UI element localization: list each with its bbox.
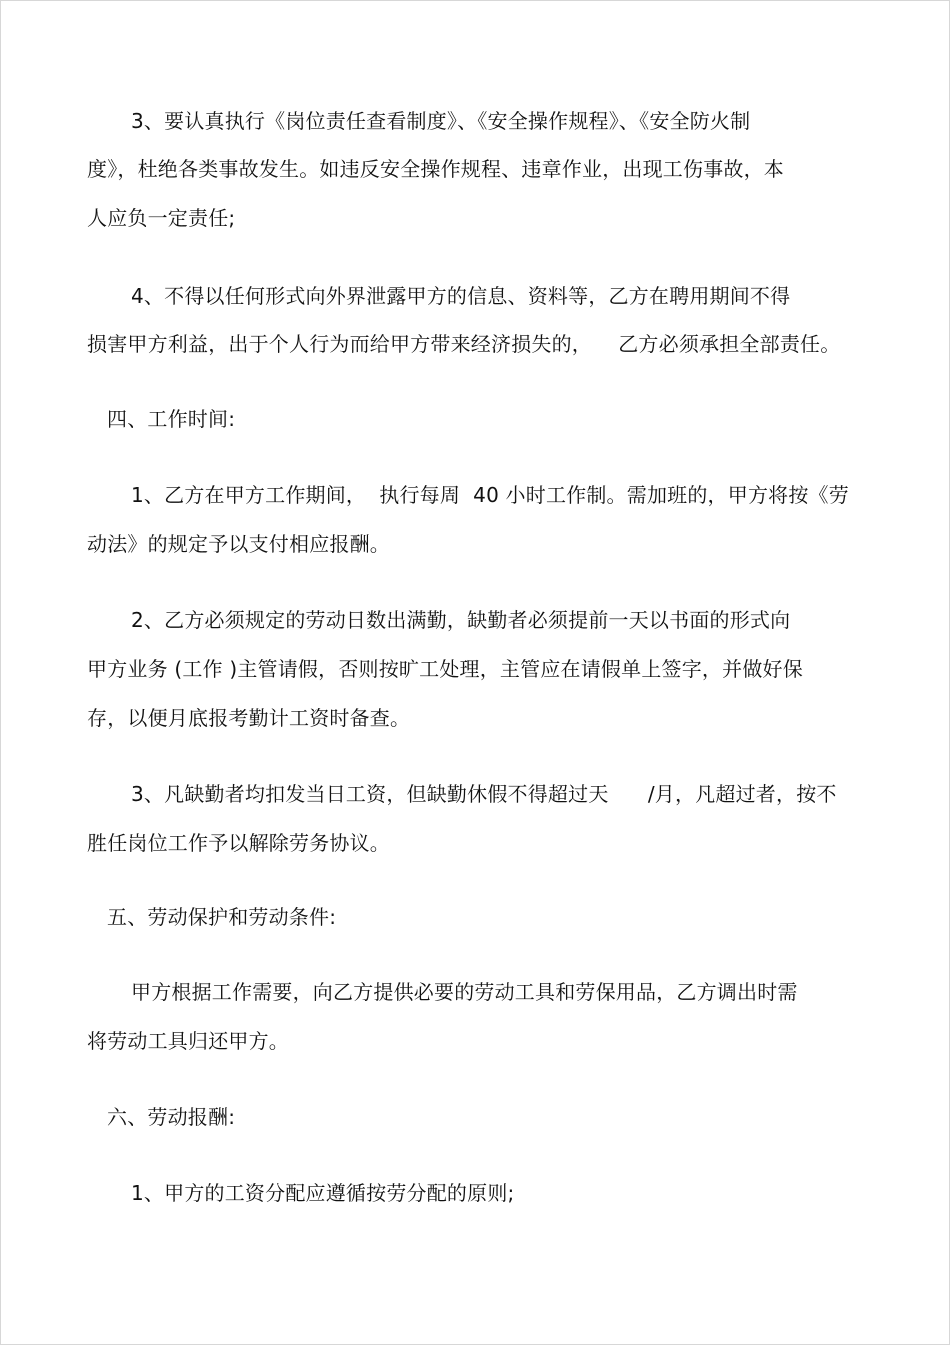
paragraph-4-line-2: 损害甲方利益，出于个人行为而给甲方带来经济损失的， 乙方必须承担全部责任。 <box>87 332 841 356</box>
work-time-item-3-line-1: 3、凡缺勤者均扣发当日工资，但缺勤休假不得超过天 /月，凡超过者，按不 <box>131 782 837 806</box>
work-time-item-2-line-1: 2、乙方必须规定的劳动日数出满勤，缺勤者必须提前一天以书面的形式向 <box>131 608 791 632</box>
section-heading-remuneration: 六、劳动报酬: <box>107 1105 236 1129</box>
paragraph-3-line-3: 人应负一定责任; <box>87 206 236 230</box>
work-time-item-1-line-1: 1、乙方在甲方工作期间， 执行每周 40 小时工作制。需加班的，甲方将按《劳 <box>131 483 849 507</box>
paragraph-4-line-1: 4、不得以任何形式向外界泄露甲方的信息、资料等，乙方在聘用期间不得 <box>131 284 791 308</box>
labor-protection-paragraph-line-2: 将劳动工具归还甲方。 <box>87 1029 289 1053</box>
section-heading-labor-protection: 五、劳动保护和劳动条件: <box>107 905 337 929</box>
remuneration-item-1: 1、甲方的工资分配应遵循按劳分配的原则; <box>131 1181 515 1205</box>
paragraph-3-line-2: 度》，杜绝各类事故发生。如违反安全操作规程、违章作业，出现工伤事故，本 <box>87 157 784 181</box>
section-heading-work-time: 四、工作时间: <box>107 407 236 431</box>
work-time-item-3-line-2: 胜任岗位工作予以解除劳务协议。 <box>87 831 390 855</box>
work-time-item-1-line-2: 动法》的规定予以支付相应报酬。 <box>87 532 390 556</box>
paragraph-3-line-1: 3、要认真执行《岗位责任查看制度》、《安全操作规程》、《安全防火制 <box>131 109 751 133</box>
labor-protection-paragraph-line-1: 甲方根据工作需要，向乙方提供必要的劳动工具和劳保用品，乙方调出时需 <box>131 980 798 1004</box>
work-time-item-2-line-2: 甲方业务 (工作 )主管请假，否则按旷工处理，主管应在请假单上签字，并做好保 <box>87 657 803 681</box>
work-time-item-2-line-3: 存，以便月底报考勤计工资时备查。 <box>87 706 411 730</box>
